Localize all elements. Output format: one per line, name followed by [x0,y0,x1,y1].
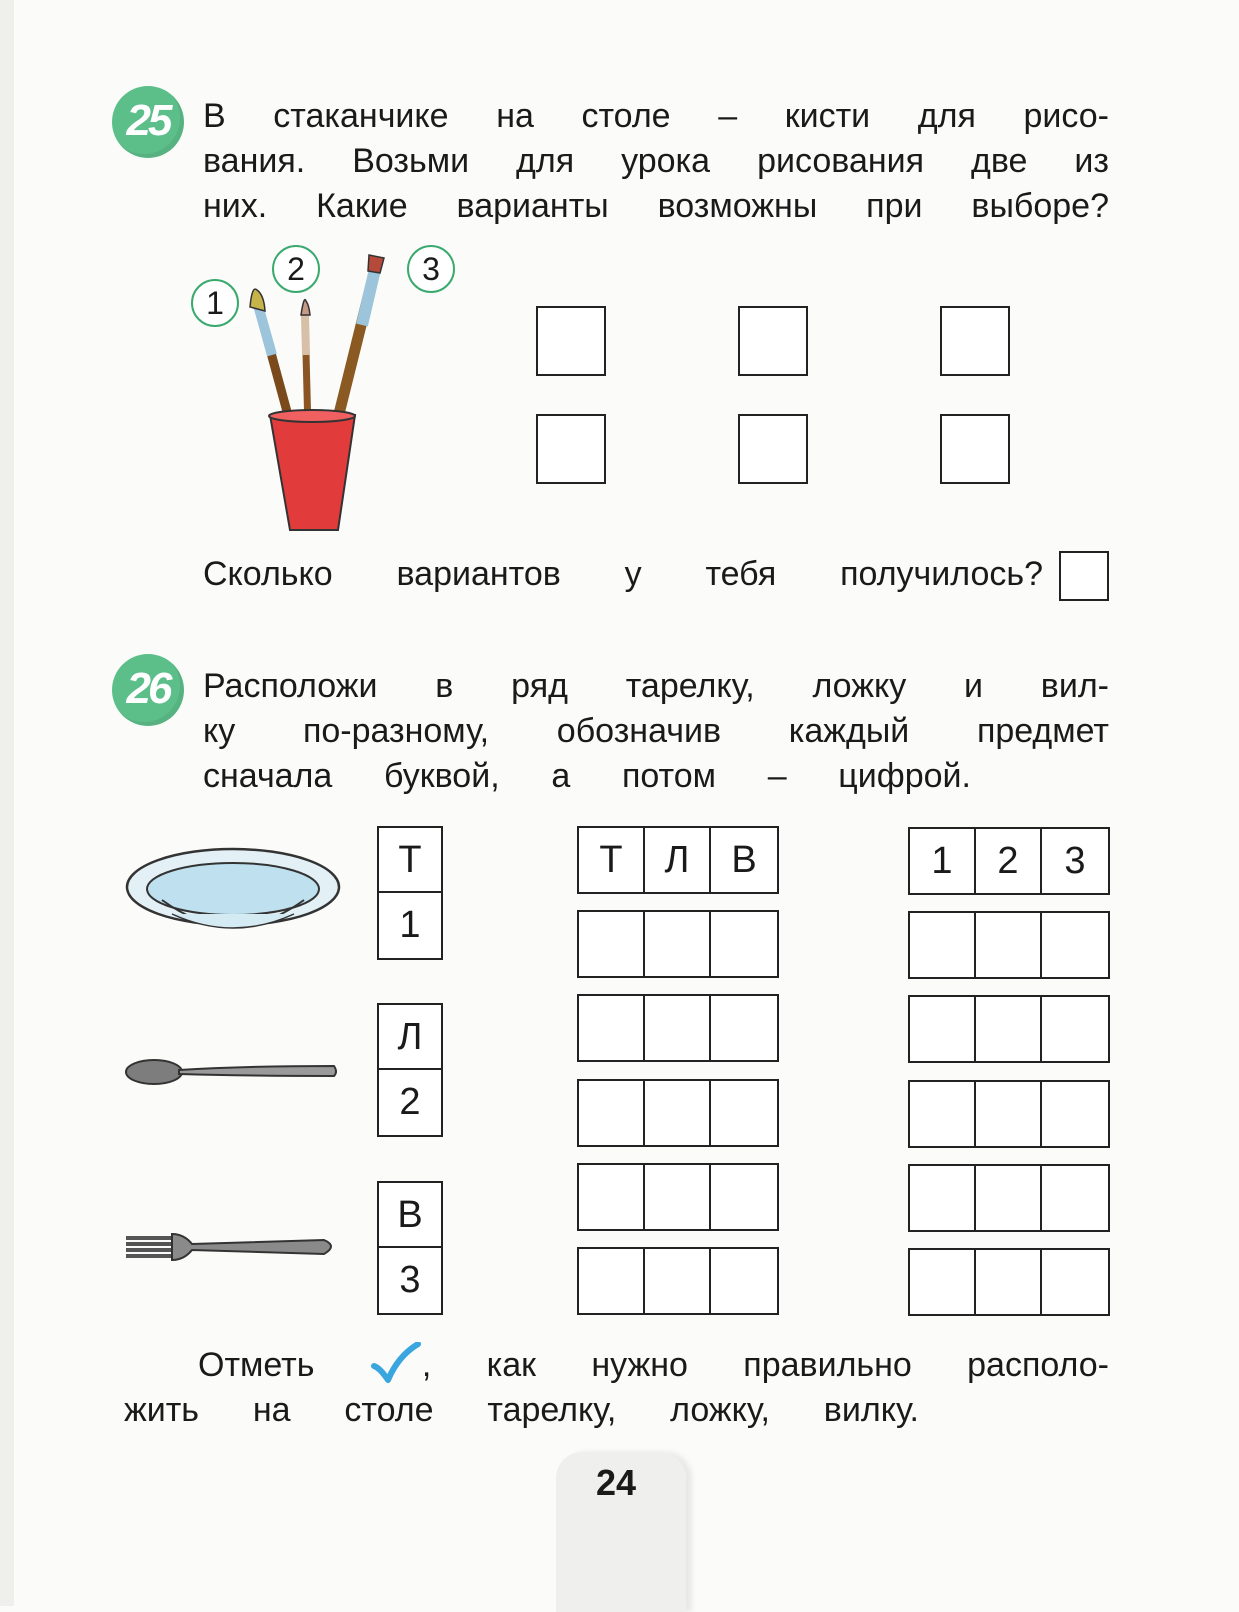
digit-grid-row[interactable] [908,995,1110,1063]
digit-grid-row[interactable] [908,1164,1110,1232]
answer-box[interactable] [536,306,606,376]
task-25-badge: 25 [112,86,184,158]
brush-1-icon [250,289,292,430]
brush-label-1: 1 [191,279,239,327]
checkmark-icon [370,1342,422,1386]
task-26-line-2: ку по-разному, обозначив каждый предмет [203,712,1109,750]
count-answer-box[interactable] [1059,551,1109,601]
letter-grid-row[interactable] [577,1247,779,1315]
digit-grid-header: 1 2 3 [908,827,1110,895]
spoon-digit: 2 [399,1081,421,1123]
letter-grid-row[interactable] [577,994,779,1062]
task-26-text [203,664,1109,799]
letter-grid-row[interactable] [577,910,779,978]
task-25-text [203,94,1109,229]
answer-box[interactable] [940,306,1010,376]
spoon-label-box [377,1003,443,1137]
task-26-line-3: сначала буквой, а потом – цифрой. [203,757,971,795]
fork-letter: В [379,1183,441,1248]
task-26-line-1: Расположи в ряд тарелку, ложку и вил- [203,667,1109,705]
answer-box[interactable] [738,414,808,484]
letter-grid-header: Т Л В [577,826,779,894]
fork-label-box [377,1181,443,1315]
task-25-question: Сколько вариантов у тебя получилось? [203,555,1043,593]
answer-box[interactable] [940,414,1010,484]
brush-3-icon [335,255,384,430]
plate-icon [122,842,344,947]
fork-digit: 3 [399,1259,421,1301]
red-cup-icon [270,415,355,530]
task-25-line-2: вания. Возьми для урока рисования две из [203,142,1109,180]
spoon-letter: Л [379,1005,441,1070]
plate-letter: Т [379,828,441,893]
page-edge [0,0,14,1606]
page-number: 24 [595,1462,637,1503]
brush-label-2: 2 [272,245,320,293]
digit-grid-row[interactable] [908,911,1110,979]
answer-box[interactable] [738,306,808,376]
digit-grid-row[interactable] [908,1248,1110,1316]
task-26-footer: Отметь , как нужно правильно располо- жить на столе тарелку, ложку, вилку. [124,1342,1109,1433]
fork-icon [124,1226,340,1266]
brush-label-3: 3 [407,245,455,293]
spoon-icon [124,1052,340,1092]
task-25-line-1: В стаканчике на столе – кисти для рисо- [203,97,1109,135]
task-26-badge: 26 [112,654,184,726]
plate-digit: 1 [399,904,421,946]
task-25-line-3: них. Какие варианты возможны при выборе? [203,187,1109,225]
letter-grid-row[interactable] [577,1163,779,1231]
answer-box[interactable] [536,414,606,484]
brush-cup-illustration [230,245,400,540]
plate-label-box [377,826,443,960]
letter-grid-row[interactable] [577,1079,779,1147]
digit-grid-row[interactable] [908,1080,1110,1148]
